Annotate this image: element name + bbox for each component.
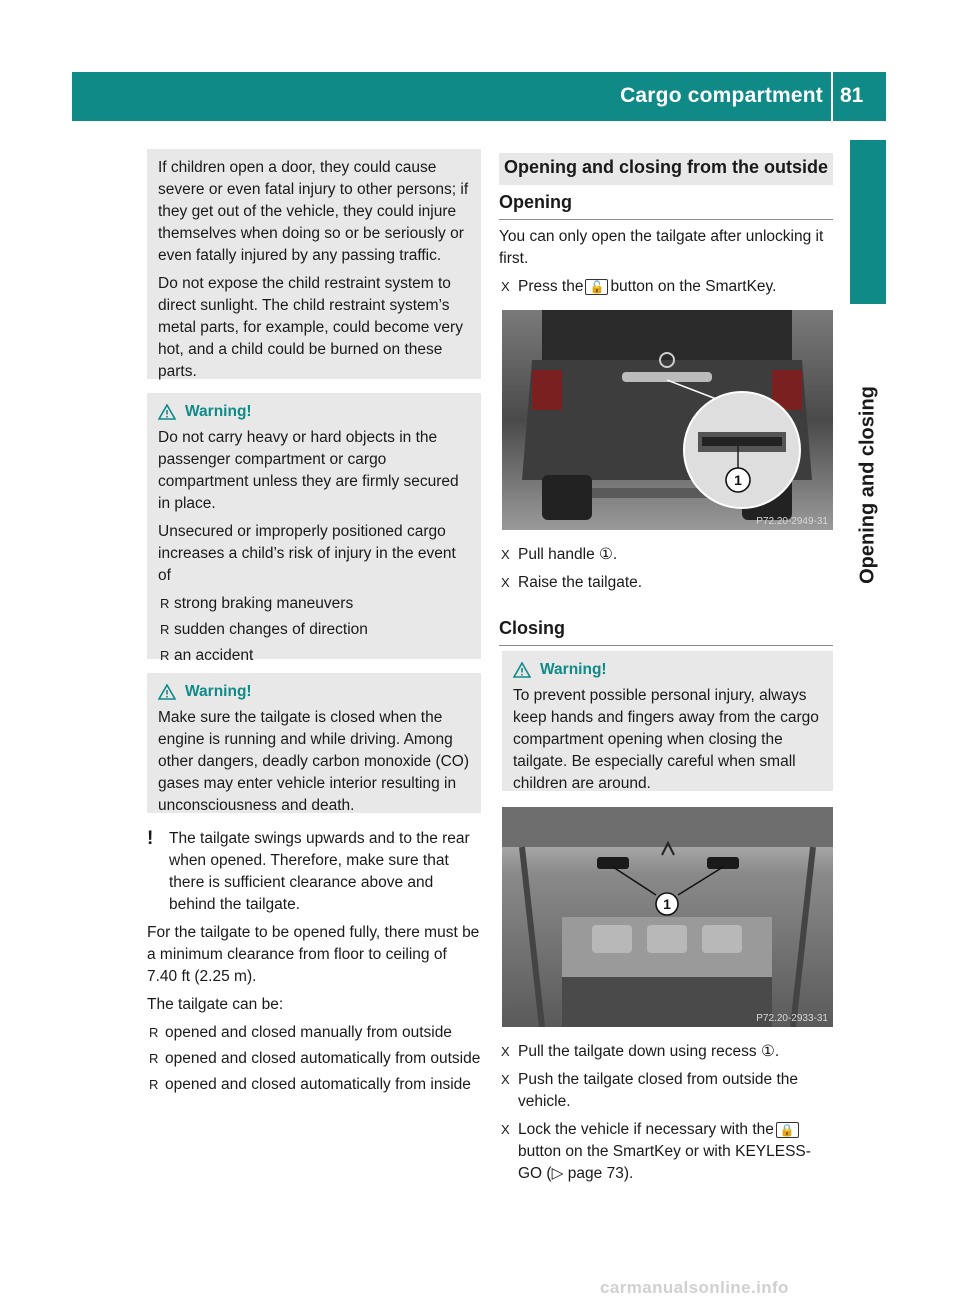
step-pull-handle: X Pull handle ①. — [501, 546, 618, 563]
photo-reference-code: P72.20-2949-31 — [756, 516, 828, 527]
warning-co-box — [147, 673, 481, 813]
warning-co-p1: Make sure the tailgate is closed when the engine is running and while driving. Among other dangers, deadly carbon monoxide (CO) gases may enter vehicle interior resulting in unconsciousness and death. — [158, 709, 470, 814]
tailgate-interior-photo — [502, 807, 833, 1027]
step-push: X Push the tailgate closed from outside the vehicle. — [501, 1071, 799, 1110]
photo-reference-code: P72.20-2933-31 — [756, 1013, 828, 1024]
page-number: 81 — [840, 84, 864, 107]
list-item: R strong braking maneuvers — [160, 595, 354, 612]
closing-steps — [499, 1041, 835, 1191]
subheading-opening: Opening — [499, 192, 833, 220]
callout-number-1: 1 — [663, 896, 671, 912]
lock-icon: 🔒 — [776, 1122, 799, 1138]
warning-title: Warning! — [540, 661, 607, 678]
callout-number-1: 1 — [734, 472, 742, 488]
warning-title: Warning! — [185, 683, 252, 700]
child-safety-p2: Do not expose the child restraint system to direct sunlight. The child restraint system’s metal parts, for example, could become very hot, and a child could be burned on these parts. — [158, 275, 463, 380]
child-safety-box — [147, 149, 481, 379]
step-lock: X Lock the vehicle if necessary with the 🔒button on the SmartKey or with KEYLESS-GO (▷ page 73). — [501, 1121, 811, 1182]
note-exclamation-icon: ! — [147, 828, 154, 849]
opening-text — [499, 226, 835, 304]
can-be-text: The tailgate can be: — [147, 996, 284, 1013]
tailgate-rear-photo — [502, 310, 833, 530]
warning-cargo-p2: Unsecured or improperly positioned cargo increases a child’s risk of injury in the event of — [158, 523, 456, 584]
list-item: R sudden changes of direction — [160, 621, 368, 638]
footer-watermark-url: carmanualsonline.info — [600, 1278, 789, 1297]
subheading-closing: Closing — [499, 618, 833, 646]
warning-triangle-icon — [158, 404, 176, 420]
opening-steps — [499, 544, 835, 600]
warning-closing-p1: To prevent possible personal injury, always keep hands and fingers away from the cargo compartment opening when closing the tailgate. Be especially careful when small children are around. — [513, 687, 819, 792]
child-safety-p1: If children open a door, they could cause severe or even fatal injury to other persons; if they get out of the vehicle, they could injure themselves when doing so or be seriously or even fatally injured by any passing traffic. — [158, 159, 469, 264]
clearance-text: For the tailgate to be opened fully, there must be a minimum clearance from floor to ceiling of 7.40 ft (2.25 m). — [147, 924, 480, 985]
warning-cargo-p1: Do not carry heavy or hard objects in the passenger compartment or cargo compartment unless they are firmly secured in place. — [158, 429, 459, 512]
left-body-text — [147, 828, 481, 1100]
warning-triangle-icon — [513, 662, 531, 678]
list-item: R an accident — [160, 647, 254, 664]
warning-triangle-icon — [158, 684, 176, 700]
step-press-unlock: X Press the 🔓 button on the SmartKey. — [501, 278, 777, 295]
unlock-icon: 🔓 — [585, 279, 608, 295]
section-heading: Opening and closing from the outside — [499, 153, 833, 185]
opening-intro: You can only open the tailgate after unlocking it first. — [499, 228, 824, 267]
side-chapter-label: Opening and closing — [856, 386, 879, 584]
list-item: R opened and closed automatically from outside — [149, 1050, 481, 1067]
side-tab-marker — [850, 140, 886, 304]
note-clearance: ! The tailgate swings upwards and to the rear when opened. Therefore, make sure that there is sufficient clearance above and behind the tailgate. — [147, 828, 470, 913]
list-item: R opened and closed manually from outside — [149, 1024, 452, 1041]
header-separator — [831, 72, 833, 121]
warning-title: Warning! — [185, 403, 252, 420]
warning-cargo-box — [147, 393, 481, 664]
list-item: R opened and closed automatically from inside — [149, 1076, 471, 1093]
page-section-title: Cargo compartment — [620, 84, 823, 107]
warning-closing-box — [502, 651, 833, 791]
step-pull-down: X Pull the tailgate down using recess ①. — [501, 1043, 780, 1060]
step-raise: X Raise the tailgate. — [501, 574, 643, 591]
